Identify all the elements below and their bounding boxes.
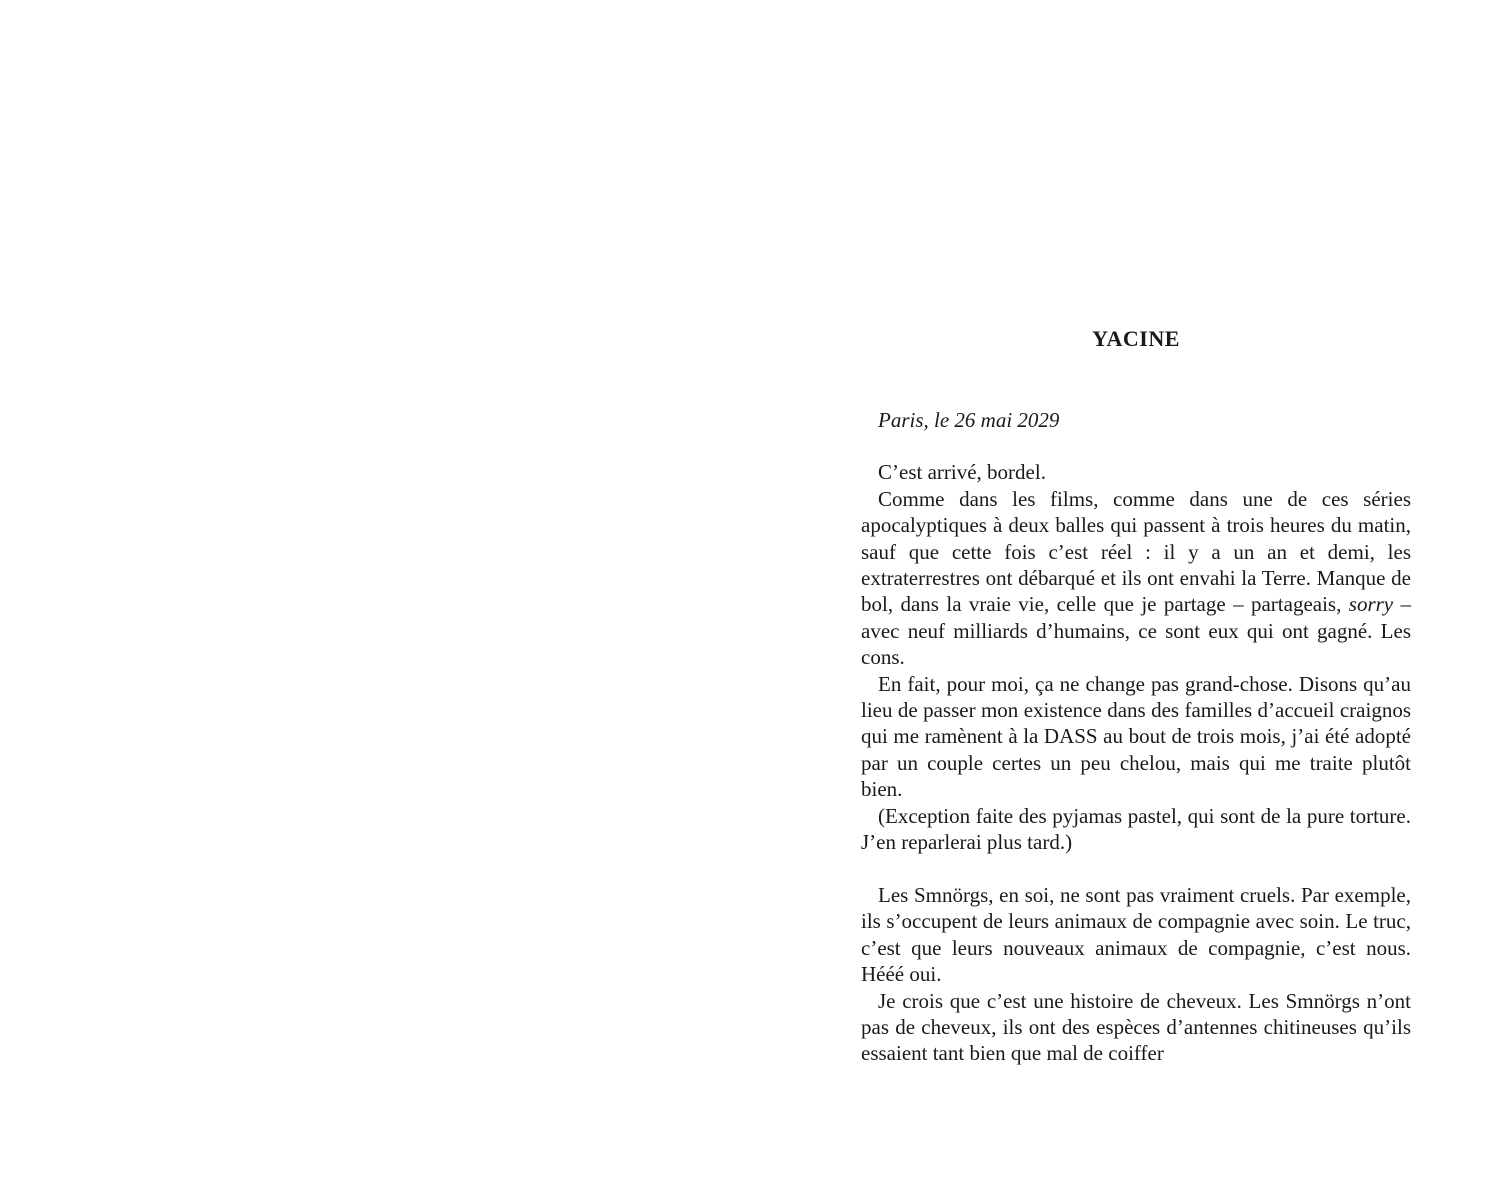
chapter-title: YACINE [1092, 326, 1180, 351]
paragraph-text: – avec neuf milliards d’humains, ce sont eux qui ont gagné. Les cons. [861, 592, 1412, 670]
paragraph-text: Comme dans les films, comme dans une de ces séries apocalyptiques à deux balles qui passent à trois heures du matin, sauf que cette fois c’est réel : il y a un an et demi, les extraterrestres ont débarqué et ils ont envahi la Terre. Manque de bol, dans la vraie vie, celle que je partage – partageais, [861, 486, 1411, 617]
dateline: Paris, le 26 mai 2029 [878, 408, 1060, 432]
body-text [861, 407, 1411, 1067]
paragraph: Je crois que c’est une histoire de cheveux. Les Smnörgs n’ont pas de cheveux, ils ont des espèces d’antennes chitineuses qu’ils essaient tant bien que mal de coiffer [861, 988, 1411, 1066]
italic-word: sorry [1348, 592, 1394, 617]
paragraph [861, 486, 1411, 671]
paragraph: En fait, pour moi, ça ne change pas grand-chose. Disons qu’au lieu de passer mon existence dans des familles d’accueil craignos qui me ramènent à la DASS au bout de trois mois, j’ai été adopté par un couple certes un peu chelou, mais qui me traite plutôt bien. [861, 671, 1411, 802]
paragraph: (Exception faite des pyjamas pastel, qui sont de la pure torture. J’en reparlerai plus tard.) [861, 803, 1411, 855]
paragraph: Les Smnörgs, en soi, ne sont pas vraiment cruels. Par exemple, ils s’occupent de leurs animaux de compagnie avec soin. Le truc, c’est que leurs nouveaux animaux de compagnie, c’est nous. Hééé oui. [861, 882, 1411, 987]
section-break [861, 856, 1411, 882]
paragraph: C’est arrivé, bordel. [878, 460, 1046, 485]
